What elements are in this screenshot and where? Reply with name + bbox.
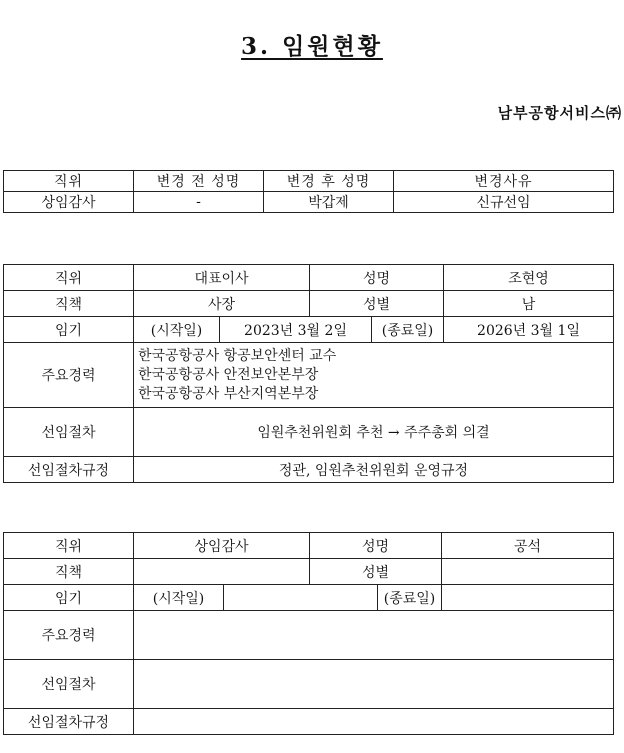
value-procedure xyxy=(134,660,614,709)
value-career xyxy=(134,611,614,660)
label-gender: 성별 xyxy=(310,559,442,585)
auditor-info-table xyxy=(3,532,614,735)
table-row xyxy=(4,709,614,735)
value-duty xyxy=(134,559,310,585)
label-rules: 선임절차규정 xyxy=(4,457,134,483)
label-rules: 선임절차규정 xyxy=(4,709,134,735)
cell-before-name: - xyxy=(134,192,264,213)
table-row xyxy=(4,317,614,343)
term-end-date xyxy=(442,585,614,611)
label-term: 임기 xyxy=(4,585,134,611)
label-procedure: 선임절차 xyxy=(4,660,134,709)
term-end-label: (종료일) xyxy=(372,317,444,343)
value-name: 공석 xyxy=(442,533,614,559)
label-procedure: 선임절차 xyxy=(4,408,134,457)
term-start-label: (시작일) xyxy=(134,585,224,611)
header-change-reason: 변경사유 xyxy=(394,171,614,192)
value-procedure: 임원추천위원회 추천 → 주주총회 의결 xyxy=(134,408,614,457)
table-row xyxy=(4,585,614,611)
career-item: 한국공항공사 부산지역본부장 xyxy=(138,385,319,402)
label-career: 주요경력 xyxy=(4,343,134,408)
value-name: 조현영 xyxy=(444,265,614,291)
table-row xyxy=(4,343,614,408)
table-row xyxy=(4,192,614,213)
label-position: 직위 xyxy=(4,533,134,559)
term-start-date: 2023년 3월 2일 xyxy=(220,317,372,343)
label-position: 직위 xyxy=(4,265,134,291)
label-duty: 직책 xyxy=(4,291,134,317)
cell-change-reason: 신규선임 xyxy=(394,192,614,213)
term-end-label: (종료일) xyxy=(378,585,442,611)
value-position: 상임감사 xyxy=(134,533,310,559)
cell-after-name: 박갑제 xyxy=(264,192,394,213)
career-item: 한국공항공사 안전보안본부장 xyxy=(138,366,319,383)
label-gender: 성별 xyxy=(310,291,444,317)
page-title: 3. 임원현황 xyxy=(241,33,383,60)
table-header-row xyxy=(4,171,614,192)
label-name: 성명 xyxy=(310,533,442,559)
label-term: 임기 xyxy=(4,317,134,343)
label-name: 성명 xyxy=(310,265,444,291)
term-start-label: (시작일) xyxy=(134,317,220,343)
term-start-date xyxy=(224,585,378,611)
table-row xyxy=(4,611,614,660)
ceo-info-table xyxy=(3,264,614,483)
table-row xyxy=(4,559,614,585)
header-after-name: 변경 후 성명 xyxy=(264,171,394,192)
value-rules: 정관, 임원추천위원회 운영규정 xyxy=(134,457,614,483)
table-row xyxy=(4,408,614,457)
label-duty: 직책 xyxy=(4,559,134,585)
table-row xyxy=(4,265,614,291)
cell-position: 상임감사 xyxy=(4,192,134,213)
table-row xyxy=(4,457,614,483)
value-rules xyxy=(134,709,614,735)
header-before-name: 변경 전 성명 xyxy=(134,171,264,192)
table-row xyxy=(4,291,614,317)
value-position: 대표이사 xyxy=(134,265,310,291)
table-row xyxy=(4,660,614,709)
term-end-date: 2026년 3월 1일 xyxy=(444,317,614,343)
value-gender xyxy=(442,559,614,585)
header-position: 직위 xyxy=(4,171,134,192)
label-career: 주요경력 xyxy=(4,611,134,660)
value-duty: 사장 xyxy=(134,291,310,317)
table-row xyxy=(4,533,614,559)
value-career xyxy=(134,343,614,408)
career-item: 한국공항공사 항공보안센터 교수 xyxy=(138,347,337,364)
change-history-table xyxy=(3,170,614,213)
company-name: 남부공항서비스㈜ xyxy=(497,104,622,122)
value-gender: 남 xyxy=(444,291,614,317)
